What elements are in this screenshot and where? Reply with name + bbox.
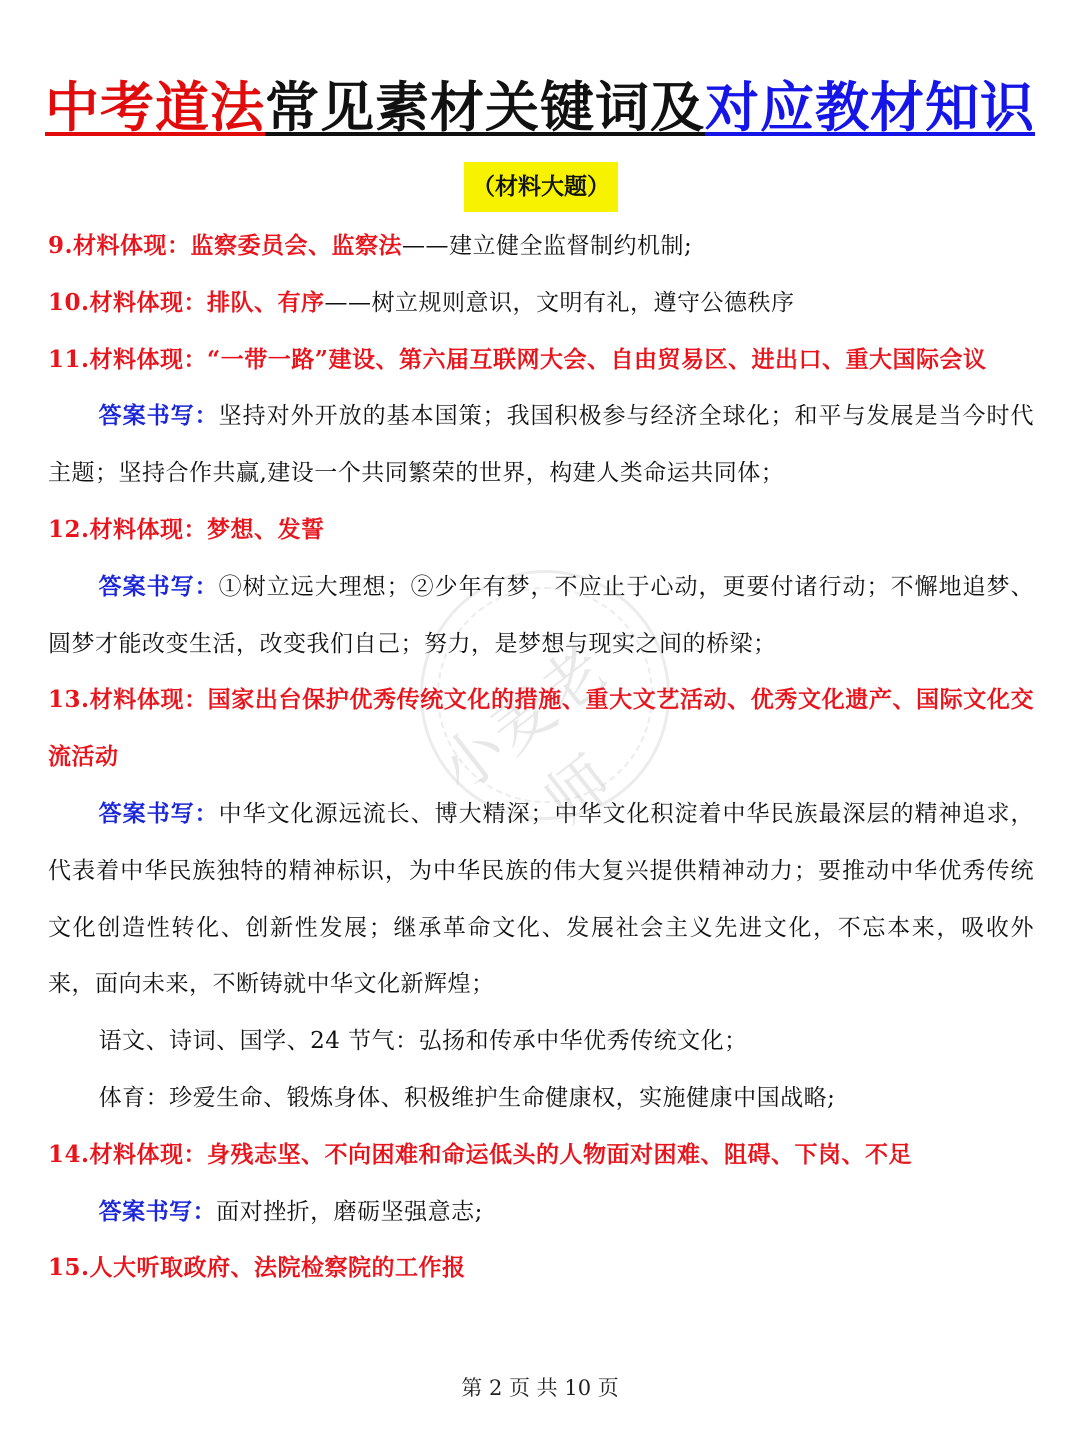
item-heading: 9.材料体现：监察委员会、监察法	[48, 232, 403, 259]
item-9	[48, 218, 1034, 275]
item-11-answer	[48, 388, 1034, 502]
item-12-answer	[48, 559, 1034, 673]
answer-text: 中华文化源远流长、博大精深；中华文化积淀着中华民族最深层的精神追求，代表着中华民族独特的精神标识，为中华民族的伟大复兴提供精神动力；要推动中华优秀传统文化创造性转化、创新性发展；继承革命文化、发展社会主义先进文化，不忘本来，吸收外来，面向未来，不断铸就中华文化新辉煌；	[48, 800, 1035, 998]
answer-label: 答案书写：	[98, 402, 219, 430]
item-heading-rest: ——建立健全监督制约机制;	[402, 233, 693, 259]
subtitle-badge: （材料大题）	[464, 162, 618, 212]
answer-label: 答案书写：	[98, 1197, 217, 1225]
answer-label: 答案书写：	[98, 572, 219, 600]
answer-text: ①树立远大理想；②少年有梦，不应止于心动，更要付诸行动；不懈地追梦、圆梦才能改变生活，改变我们自己；努力，是梦想与现实之间的桥梁；	[48, 573, 1035, 657]
item-13-extra-2: 体育：珍爱生命、锻炼身体、积极维护生命健康权，实施健康中国战略;	[98, 1084, 836, 1111]
title-red-part: 中考道法	[45, 76, 265, 139]
item-15: 15.人大听取政府、法院检察院的工作报	[48, 1254, 466, 1282]
title-black-part: 常见素材关键词及	[265, 76, 705, 139]
answer-text: 坚持对外开放的基本国策；我国积极参与经济全球化；和平与发展是当今时代主题；坚持合作共赢,建设一个共同繁荣的世界，构建人类命运共同体；	[48, 403, 1035, 487]
item-14: 14.材料体现：身残志坚、不向困难和命运低头的人物面对困难、阻碍、下岗、不足	[48, 1140, 913, 1168]
item-12: 12.材料体现：梦想、发誓	[48, 515, 325, 543]
watermark-text: 小麦老师	[425, 631, 627, 838]
page-title	[0, 72, 1080, 144]
item-10	[48, 275, 1034, 332]
item-13-extra-1: 语文、诗词、国学、24 节气：弘扬和传承中华优秀传统文化；	[98, 1028, 748, 1055]
answer-label: 答案书写：	[98, 799, 219, 827]
answer-text: 面对挫折，磨砺坚强意志;	[216, 1198, 483, 1225]
document-body	[48, 218, 1034, 1297]
item-13: 13.材料体现：国家出台保护优秀传统文化的措施、重大文艺活动、优秀文化遗产、国际文化交流活动	[48, 686, 1034, 771]
item-14-answer	[48, 1184, 1034, 1241]
page-footer: 第 2 页 共 10 页	[461, 1376, 619, 1400]
item-11: 11.材料体现：“一带一路”建设、第六届互联网大会、自由贸易区、进出口、重大国际会议	[48, 345, 987, 373]
title-blue-part: 对应教材知识	[705, 76, 1035, 139]
item-heading-rest: ——树立规则意识，文明有礼，遵守公德秩序	[324, 289, 795, 316]
item-heading: 10.材料体现：排队、有序	[48, 288, 325, 316]
item-13-answer	[48, 786, 1034, 1013]
